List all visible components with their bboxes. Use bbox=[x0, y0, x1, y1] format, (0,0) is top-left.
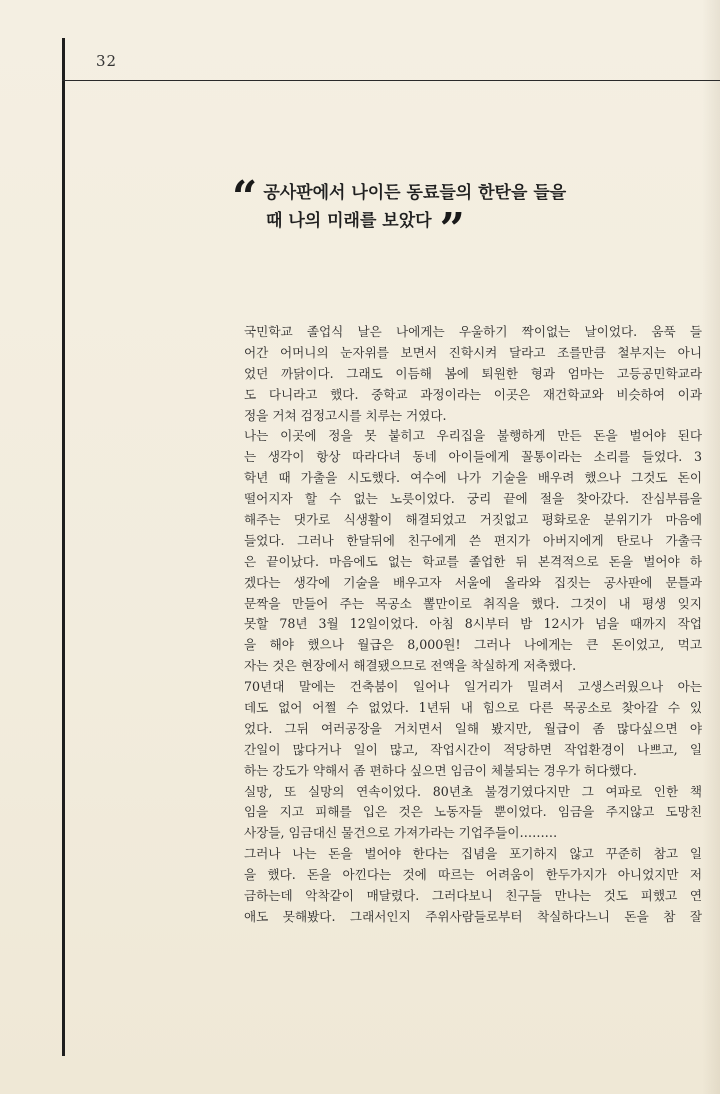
page-number: 32 bbox=[96, 52, 118, 70]
body-line: 었다. 그뒤 여러공장을 거치면서 일해 봤지만, 월급이 좀 많다싶으면 야 bbox=[244, 720, 702, 736]
pull-quote-text-2: 때 나의 미래를 보았다 bbox=[266, 211, 432, 231]
body-line: 을 해야 했으나 월급은 8,000원! 그러나 나에게는 큰 돈이었고, 먹고 bbox=[244, 637, 702, 653]
body-line: 임을 지고 피해를 입은 것은 노동자들 뿐이었다. 임금을 주지않고 도망친 bbox=[244, 804, 702, 820]
pull-quote bbox=[232, 172, 612, 255]
body-line: 학년 때 가출을 시도했다. 여수에 나가 기술을 배우려 했으나 그것도 돈이 bbox=[244, 470, 702, 486]
body-line: 간일이 많다거나 일이 많고, 작업시간이 적당하면 작업환경이 나쁘고, 일 bbox=[244, 741, 702, 757]
body-line: 을 했다. 돈을 아낀다는 것에 따르는 어려움이 한두가지가 아니었지만 저 bbox=[244, 867, 702, 883]
body-line: 들었다. 그러나 한달뒤에 친구에게 쓴 편지가 아버지에게 탄로나 가출극 bbox=[244, 532, 702, 548]
body-line: 문짝을 만들어 주는 목공소 뽈만이로 취직을 했다. 그것이 내 평생 잊지 bbox=[244, 595, 702, 611]
body-line: 하는 강도가 약해서 좀 편하다 싶으면 임금이 체불되는 경우가 허다했다. bbox=[244, 762, 637, 778]
body-line: 국민학교 졸업식 날은 나에게는 우울하기 짝이없는 날이었다. 움푹 들 bbox=[244, 324, 702, 339]
close-quote-mark: ” bbox=[439, 204, 465, 255]
body-line: 70년대 말에는 건축붐이 일어나 일거리가 밀려서 고생스러웠으나 아는 bbox=[244, 679, 702, 695]
body-line: 그러나 나는 돈을 벌어야 한다는 집념을 포기하지 않고 꾸준히 참고 일 bbox=[244, 846, 702, 862]
pull-quote-line-2 bbox=[232, 204, 612, 255]
open-quote-mark: “ bbox=[232, 172, 258, 223]
margin-vertical-rule bbox=[62, 38, 65, 1056]
body-line: 데도 없어 어쩔 수 없었다. 1년뒤 내 힘으로 다른 목공소로 찾아갈 수 있 bbox=[244, 700, 702, 716]
body-line: 못할 78년 3월 12일이었다. 아침 8시부터 밤 12시가 넘을 때까지 작업 bbox=[244, 616, 702, 632]
body-line: 실망, 또 실망의 연속이었다. 80년초 불경기였다지만 그 여파로 인한 책 bbox=[244, 783, 702, 799]
body-text bbox=[244, 322, 702, 928]
body-line: 나는 이곳에 정을 못 붙히고 우리집을 불행하게 만든 돈을 벌어야 된다 bbox=[244, 428, 702, 444]
body-line: 었던 까닭이다. 그래도 이듬해 봄에 퇴원한 형과 엄마는 고등공민학교라 bbox=[244, 365, 702, 381]
body-line: 정을 거쳐 검정고시를 치루는 거였다. bbox=[244, 407, 447, 423]
page-edge-shadow bbox=[702, 0, 720, 1094]
body-line: 자는 것은 현장에서 해결됐으므로 전액을 착실하게 저축했다. bbox=[244, 658, 577, 674]
body-line: 겠다는 생각에 기술을 배우고자 서울에 올라와 집짓는 공사판에 문틀과 bbox=[244, 574, 702, 590]
body-line: 어간 어머니의 눈자위를 보면서 진학시켜 달라고 조를만큼 철부지는 아니 bbox=[244, 344, 702, 360]
body-line: 는 생각이 항상 따라다녀 동네 아이들에게 꼴통이라는 소리를 들었다. 3 bbox=[244, 449, 702, 465]
pull-quote-text-1: 공사판에서 나이든 동료들의 한탄을 들을 bbox=[263, 183, 567, 203]
body-line: 도 다니라고 했다. 중학교 과정이라는 이곳은 재건학교와 비슷하여 이과 bbox=[244, 386, 702, 402]
body-line: 애도 못해봤다. 그래서인지 주위사람들로부터 착실하다느니 돈을 참 잘 bbox=[244, 908, 702, 924]
body-line: 떨어지자 할 수 없는 노릇이었다. 궁리 끝에 절을 찾아갔다. 잔심부름을 bbox=[244, 491, 702, 507]
header-horizontal-rule bbox=[62, 80, 720, 81]
body-line: 금하는데 악착같이 매달렸다. 그러다보니 친구들 만나는 것도 피했고 연 bbox=[244, 888, 702, 904]
body-line: 사장들, 임금대신 물건으로 가져가라는 기업주들이……… bbox=[244, 825, 558, 841]
body-line: 은 끝이났다. 마음에도 없는 학교를 졸업한 뒤 본격적으로 돈을 벌어야 하 bbox=[244, 553, 702, 569]
body-line: 해주는 댓가로 식생활이 해결되었고 거짓없고 평화로운 분위기가 마음에 bbox=[244, 512, 702, 528]
